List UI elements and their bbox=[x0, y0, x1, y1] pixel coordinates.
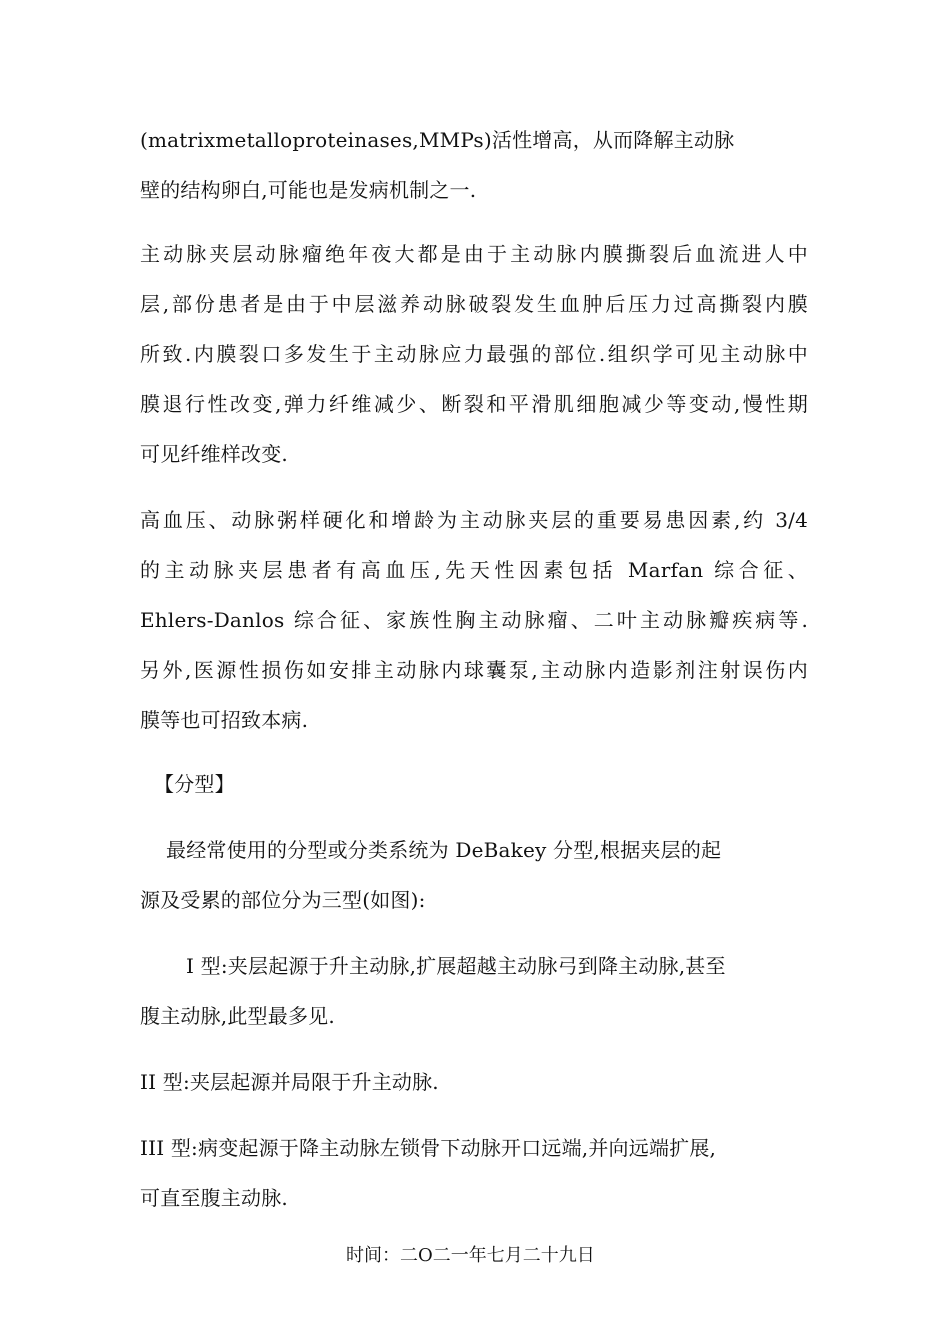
paragraph-3-line-4: 另外,医源性损伤如安排主动脉内球囊泵,主动脉内造影剂注射误伤内 bbox=[140, 658, 808, 682]
paragraph-4-line-1: 最经常使用的分型或分类系统为 DeBakey 分型,根据夹层的起 bbox=[166, 838, 722, 862]
section-heading: 【分型】 bbox=[154, 772, 235, 796]
paragraph-6: II 型:夹层起源并局限于升主动脉. bbox=[140, 1070, 439, 1094]
paragraph-2-line-2: 层,部份患者是由于中层滋养动脉破裂发生血肿后压力过高撕裂内膜 bbox=[140, 292, 808, 316]
paragraph-1-line-1: (matrixmetalloproteinases,MMPs)活性增高，从而降解主动脉 bbox=[140, 128, 735, 152]
paragraph-3-line-5: 膜等也可招致本病. bbox=[140, 708, 309, 732]
paragraph-5-line-2: 腹主动脉,此型最多见. bbox=[140, 1004, 335, 1028]
paragraph-2-line-5: 可见纤维样改变. bbox=[140, 442, 288, 466]
paragraph-7-line-1: III 型:病变起源于降主动脉左锁骨下动脉开口远端,并向远端扩展, bbox=[140, 1136, 717, 1160]
paragraph-7-line-2: 可直至腹主动脉. bbox=[140, 1186, 288, 1210]
paragraph-4-line-2: 源及受累的部位分为三型(如图): bbox=[140, 888, 426, 912]
paragraph-1-line-2: 壁的结构卵白,可能也是发病机制之一. bbox=[140, 178, 477, 202]
paragraph-2-line-4: 膜退行性改变,弹力纤维减少、断裂和平滑肌细胞减少等变动,慢性期 bbox=[140, 392, 808, 416]
paragraph-5-line-1: I 型:夹层起源于升主动脉,扩展超越主动脉弓到降主动脉,甚至 bbox=[186, 954, 726, 978]
paragraph-2-line-3: 所致.内膜裂口多发生于主动脉应力最强的部位.组织学可见主动脉中 bbox=[140, 342, 808, 366]
footer-date: 时间：二O二一年七月二十九日 bbox=[346, 1245, 595, 1266]
paragraph-2-line-1: 主动脉夹层动脉瘤绝年夜大都是由于主动脉内膜撕裂后血流进人中 bbox=[140, 242, 808, 266]
paragraph-3-line-1: 高血压、动脉粥样硬化和增龄为主动脉夹层的重要易患因素,约 3/4 bbox=[140, 508, 808, 532]
paragraph-3-line-2: 的主动脉夹层患者有高血压,先天性因素包括 Marfan 综合征、 bbox=[140, 558, 808, 582]
paragraph-3-line-3: Ehlers-Danlos 综合征、家族性胸主动脉瘤、二叶主动脉瓣疾病等. bbox=[140, 608, 808, 632]
